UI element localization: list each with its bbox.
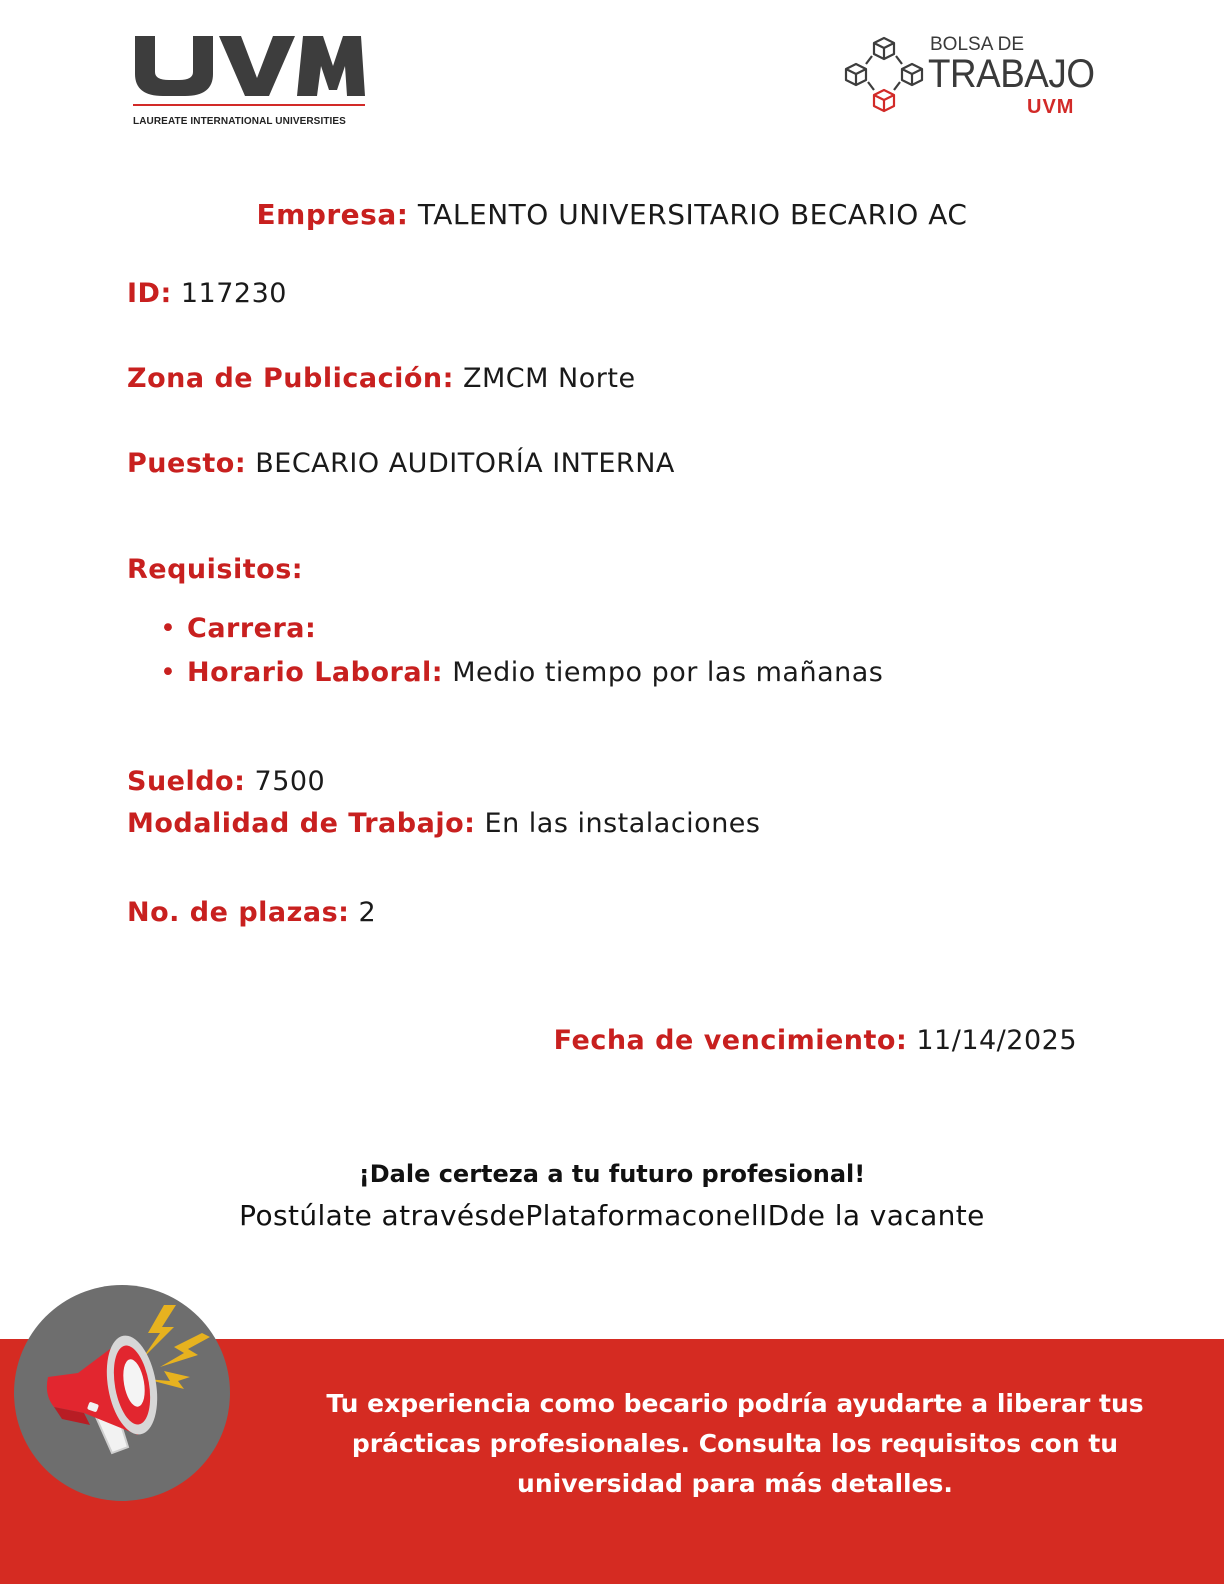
- id-label: ID:: [127, 278, 172, 309]
- bolsa-de-trabajo-logo: [842, 34, 1102, 124]
- position-line: [127, 448, 675, 479]
- bolsa-logo-line1: BOLSA DE: [930, 34, 1024, 55]
- uvm-logo-subtitle: LAUREATE INTERNATIONAL UNIVERSITIES: [133, 116, 346, 127]
- requirements-label: Requisitos:: [127, 554, 304, 585]
- list-item: [160, 613, 883, 657]
- modality-line: [127, 808, 760, 839]
- salary-value: 7500: [254, 766, 326, 797]
- schedule-value: Medio tiempo por las mañanas: [452, 657, 884, 688]
- zone-value: ZMCM Norte: [463, 363, 636, 394]
- uvm-logo-wordmark: [133, 32, 365, 98]
- cta-subtitle: Postúlate atravésdePlataformaconelIDde la vacante: [239, 1199, 985, 1232]
- expiry-value: 11/14/2025: [916, 1025, 1077, 1056]
- company-value: TALENTO UNIVERSITARIO BECARIO AC: [417, 198, 968, 231]
- bolsa-logo-line2: TRABAJO: [928, 52, 1095, 96]
- bolsa-cubes-icon: [842, 34, 926, 118]
- requirements-list: [160, 613, 883, 701]
- position-label: Puesto:: [127, 448, 247, 479]
- modality-label: Modalidad de Trabajo:: [127, 808, 476, 839]
- company-label: Empresa:: [256, 198, 409, 231]
- id-value: 117230: [180, 278, 287, 309]
- uvm-logo: [133, 32, 365, 132]
- positions-count-label: No. de plazas:: [127, 897, 350, 928]
- zone-line: [127, 363, 636, 394]
- positions-count-value: 2: [358, 897, 377, 928]
- salary-label: Sueldo:: [127, 766, 246, 797]
- career-label: Carrera:: [187, 613, 317, 644]
- list-item: [160, 657, 883, 701]
- expiry-line: [554, 1025, 1077, 1056]
- company-line: [0, 198, 1224, 231]
- megaphone-badge: [14, 1285, 230, 1501]
- zone-label: Zona de Publicación:: [127, 363, 454, 394]
- expiry-label: Fecha de vencimiento:: [553, 1025, 908, 1056]
- modality-value: En las instalaciones: [484, 808, 761, 839]
- footer-message: Tu experiencia como becario podría ayudarte a liberar tus prácticas profesionales. Consulta los requisitos con tu universidad para más detalles.: [326, 1389, 1144, 1498]
- id-line: [127, 278, 287, 309]
- requirements-heading: [127, 554, 303, 585]
- bolsa-logo-line3: UVM: [1027, 96, 1075, 118]
- salary-line: [127, 766, 325, 797]
- schedule-label: Horario Laboral:: [187, 657, 444, 688]
- positions-count-line: [127, 897, 376, 928]
- cta-title: ¡Dale certeza a tu futuro profesional!: [358, 1160, 866, 1188]
- megaphone-icon: [14, 1285, 230, 1501]
- position-value: BECARIO AUDITORÍA INTERNA: [255, 448, 675, 479]
